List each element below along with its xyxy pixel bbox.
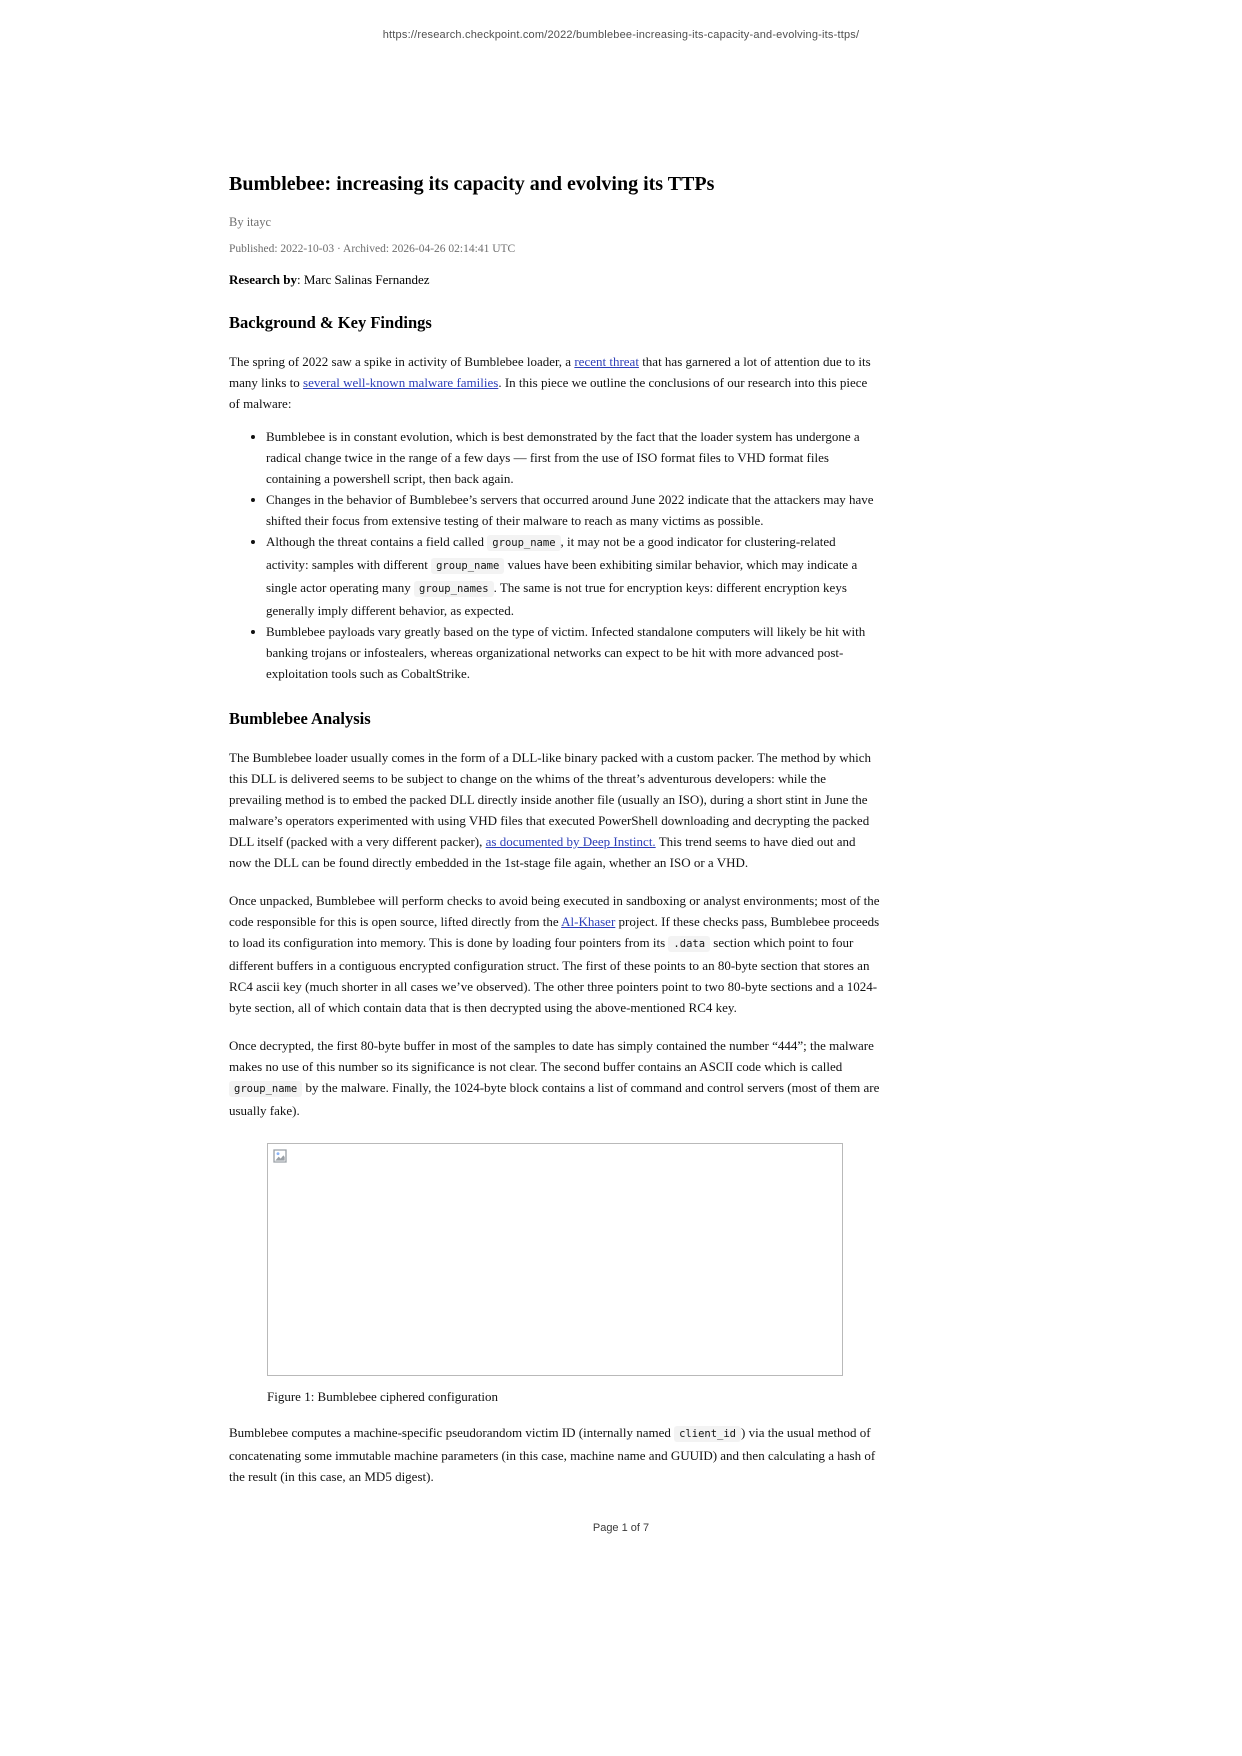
figure-caption: Figure 1: Bumblebee ciphered configuration	[267, 1389, 499, 1404]
text-run: section which point to four different buffers in a contiguous encrypted configuration struct. The first of these points to an 80-byte section that stores an RC4 ascii key (much shorter in all cases we’ve observed). The other three pointers point to two 80-byte sections and a 1024-byte section, all of which contain data that is then decrypted using the above-mentioned RC4 key.	[229, 935, 878, 1015]
figure-image-placeholder	[267, 1143, 843, 1376]
text-run: by the malware. Finally, the 1024-byte block contains a list of command and control servers (most of them are usually fake).	[229, 1080, 880, 1118]
inline-code: group_name	[431, 558, 504, 574]
text-run: ) via the usual method of concatenating some immutable machine parameters (in this case, machine name and GUUID) and then calculating a hash of the result (in this case, an MD5 digest).	[229, 1425, 876, 1484]
bullet-item	[266, 531, 881, 621]
broken-image-icon	[272, 1148, 288, 1164]
inline-code: client_id	[674, 1426, 741, 1442]
inline-link[interactable]: as documented by Deep Instinct.	[485, 834, 656, 849]
inline-link[interactable]: recent threat	[574, 354, 639, 369]
inline-code: group_name	[229, 1081, 302, 1097]
page-url: https://research.checkpoint.com/2022/bumblebee-increasing-its-capacity-and-evolving-its-ttps/	[382, 29, 860, 41]
text-run: , it may not be a good indicator for clustering-related activity: samples with different	[266, 534, 836, 572]
research-by-value: : Marc Salinas Fernandez	[297, 272, 430, 287]
text-run: The Bumblebee loader usually comes in the form of a DLL-like binary packed with a custom packer. The method by which this DLL is delivered seems to be subject to change on the whims of the threat’s adventurous developers: while the prevailing method is to embed the packed DLL directly inside another file (usually an ISO), during a short stint in June the malware’s operators experimented with using VHD files that executed PowerShell downloading and decrypting the packed DLL itself (packed with a very different packer),	[229, 750, 871, 849]
article-title: Bumblebee: increasing its capacity and evolving its TTPs	[229, 173, 715, 195]
paragraph	[229, 747, 881, 873]
article-byline: By itayc	[229, 215, 272, 229]
research-by-line	[229, 272, 881, 288]
paragraph	[229, 890, 881, 1018]
page-footer: Page 1 of 7	[592, 1522, 650, 1534]
paragraph	[229, 351, 881, 414]
inline-code: group_name	[487, 535, 560, 551]
inline-link[interactable]: Al-Khaser	[561, 914, 616, 929]
bullet-item	[266, 621, 881, 684]
text-run: Once unpacked, Bumblebee will perform checks to avoid being executed in sandboxing or analyst environments; most of the code responsible for this is open source, lifted directly from the	[229, 893, 880, 929]
text-run: Once decrypted, the first 80-byte buffer in most of the samples to date has simply contained the number “444”; the malware makes no use of this number so its significance is not clear. The second buffer contains an ASCII code which is called	[229, 1038, 874, 1074]
article	[229, 171, 881, 1487]
text-run: values have been exhibiting similar behavior, which may indicate a single actor operating many	[266, 557, 858, 595]
inline-code: group_names	[414, 581, 494, 597]
text-run: Although the threat contains a field called	[266, 534, 488, 549]
inline-code: .data	[668, 936, 710, 952]
article-meta: Published: 2022-10-03 · Archived: 2026-04-26 02:14:41 UTC	[229, 243, 516, 255]
paragraph	[229, 1422, 881, 1487]
article-body	[229, 312, 881, 1487]
section-heading: Bumblebee Analysis	[229, 709, 371, 728]
text-run: that has garnered a lot of attention due to its many links to	[229, 354, 871, 390]
text-run: . In this piece we outline the conclusions of our research into this piece of malware:	[229, 375, 868, 411]
text-run: Bumblebee computes a machine-specific pseudorandom victim ID (internally named	[229, 1425, 675, 1440]
paragraph	[229, 1035, 881, 1121]
text-run: Bumblebee is in constant evolution, which is best demonstrated by the fact that the loader system has undergone a radical change twice in the range of a few days — first from the use of ISO format files to VHD format files containing a powershell script, then back again.	[266, 429, 860, 486]
bullet-item	[266, 489, 881, 531]
text-run: Bumblebee payloads vary greatly based on the type of victim. Infected standalone computers will likely be hit with banking trojans or infostealers, whereas organizational networks can expect to be hit with more advanced post-exploitation tools such as CobaltStrike.	[266, 624, 866, 681]
bullet-list	[229, 426, 881, 684]
text-run: project. If these checks pass, Bumblebee proceeds to load its configuration into memory. This is done by loading four pointers from its	[229, 914, 880, 950]
text-run: . The same is not true for encryption keys: different encryption keys generally imply different behavior, as expected.	[266, 580, 847, 618]
inline-link[interactable]: several well-known malware families	[303, 375, 499, 390]
section-heading: Background & Key Findings	[229, 313, 432, 332]
text-run: Changes in the behavior of Bumblebee’s servers that occurred around June 2022 indicate that the attackers may have shifted their focus from extensive testing of their malware to reach as many victims as possible.	[266, 492, 874, 528]
text-run: This trend seems to have died out and now the DLL can be found directly embedded in the 1st-stage file again, whether an ISO or a VHD.	[229, 834, 856, 870]
text-run: The spring of 2022 saw a spike in activity of Bumblebee loader, a	[229, 354, 575, 369]
research-by-label: Research by	[229, 272, 298, 287]
bullet-item	[266, 426, 881, 489]
